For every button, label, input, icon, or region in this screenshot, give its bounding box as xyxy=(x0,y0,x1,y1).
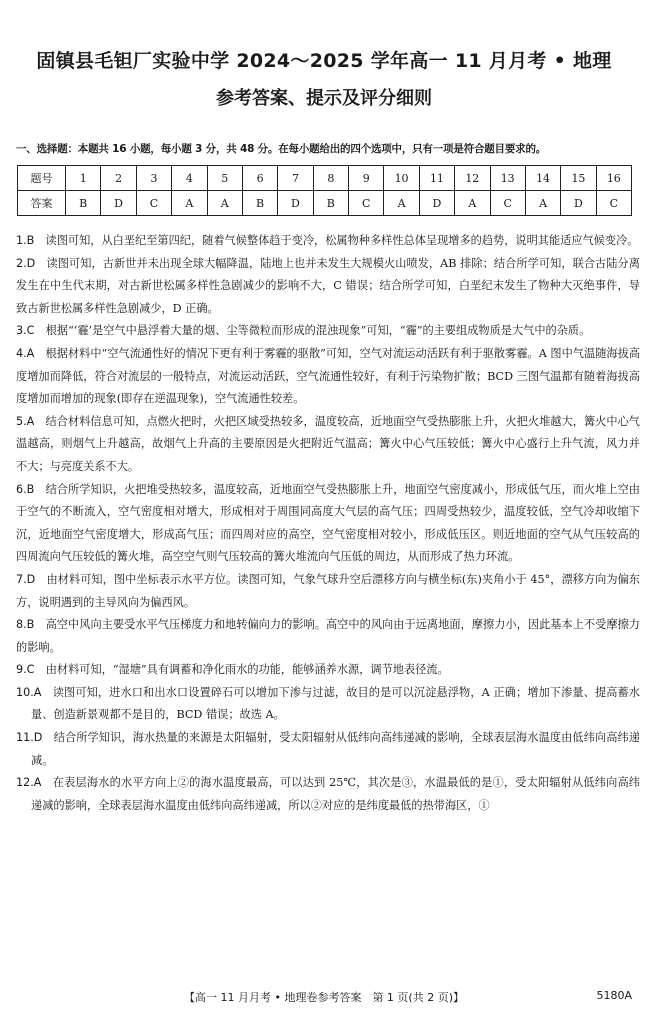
explanation-number: 6.B xyxy=(16,482,35,496)
question-number-cell: 16 xyxy=(596,166,631,191)
explanation-text: 高空中风向主要受水平气压梯度力和地转偏向力的影响。高空中的风向由于远离地面，摩擦力小，因此基本上不受摩擦力的影响。 xyxy=(16,618,640,654)
answer-cell: D xyxy=(561,191,596,216)
question-number-cell: 8 xyxy=(313,166,348,191)
explanation-item xyxy=(16,343,640,411)
explanation-number: 2.D xyxy=(16,256,36,270)
explanation-text: 读图可知，古新世并未出现全球大幅降温，陆地上也并未发生大规模火山喷发，AB 排除；结合所学可知，联合古陆分离发生在中生代末期，对古新世松属多样性急剧减少的影响不大，C 错误；结合所学可知，白垩纪末发生了物种大灭绝事件，导致古新世松属多样性急剧减少，D 正确。 xyxy=(16,256,640,315)
answer-cell: D xyxy=(419,191,454,216)
explanation-item xyxy=(16,727,640,772)
explanation-item xyxy=(16,772,640,817)
answer-cell: C xyxy=(596,191,631,216)
explanation-text: 在表层海水的水平方向上②的海水温度最高，可以达到 25℃，其次是③，水温最低的是①，受太阳辐射从低纬向高纬递减的影响，全球表层海水温度由低纬向高纬递减，所以②对应的是纬度最低的热带海区，① xyxy=(31,776,640,812)
explanation-number: 10.A xyxy=(16,685,42,699)
explanation-text: 由材料可知，图中坐标表示水平方位。读图可知，气象气球升空后漂移方向与横坐标(东)夹角小于 45°，漂移方向为偏东方，说明遇到的主导风向为偏西风。 xyxy=(16,572,640,609)
question-number-cell: 4 xyxy=(172,166,207,191)
answer-cell: D xyxy=(278,191,313,216)
explanation-list xyxy=(16,230,640,817)
answer-table-answer-row xyxy=(18,191,632,216)
answer-cell: C xyxy=(136,191,171,216)
answer-cell: C xyxy=(490,191,525,216)
answer-cell: A xyxy=(172,191,207,216)
explanation-item xyxy=(16,569,640,614)
explanation-text: 根据“‘霾’是空气中悬浮着大量的烟、尘等微粒而形成的混浊现象”可知，“霾”的主要组成物质是大气中的杂质。 xyxy=(45,324,591,338)
explanation-number: 5.A xyxy=(16,414,35,428)
question-number-cell: 13 xyxy=(490,166,525,191)
document-subtitle: 参考答案、提示及评分细则 xyxy=(216,88,432,109)
explanation-text: 读图可知，进水口和出水口设置碎石可以增加下渗与过滤，故目的是可以沉淀悬浮物，A 正确；增加下渗量、提高蓄水量、创造新景观都不是目的，BCD 错误；故选 A。 xyxy=(31,685,640,722)
answer-cell: B xyxy=(66,191,101,216)
answer-cell: A xyxy=(455,191,490,216)
question-number-cell: 7 xyxy=(278,166,313,191)
paper-code: 5180A xyxy=(596,989,632,1002)
explanation-number: 9.C xyxy=(16,663,35,677)
answer-cell: A xyxy=(525,191,560,216)
document-title: 固镇县毛钽厂实验中学 2024～2025 学年高一 11 月月考 • 地理 xyxy=(36,50,612,72)
explanation-number: 8.B xyxy=(16,618,35,632)
answer-table-number-row xyxy=(18,166,632,191)
explanation-text: 读图可知，从白垩纪至第四纪，随着气候整体趋于变冷，松属物种多样性总体呈现增多的趋势，说明其能适应气候变冷。 xyxy=(45,234,639,247)
explanation-item xyxy=(16,230,640,253)
answer-cell: D xyxy=(101,191,136,216)
explanation-text: 结合材料信息可知，点燃火把时，火把区域受热较多，温度较高，近地面空气受热膨胀上升，火把火堆越大，篝火中心气温越高，则烟气上升越高，故烟气上升高的主要原因是火把附近气温高；篝火中心气压较低；篝火中心盛行上升气流，风力并不大；与亮度关系不大。 xyxy=(16,414,640,473)
explanation-text: 根据材料中“空气流通性好的情况下更有利于雾霾的驱散”可知，空气对流运动活跃有利于驱散雾霾。A 图中气温随海拔高度增加而降低，符合对流层的一般特点，对流运动活跃，空气流通性较好，有利于污染物扩散；BCD 三图气温都有随着海拔高度增加而增加的现象(即存在逆温现象)，空气流通性较差。 xyxy=(16,346,640,406)
answer-table xyxy=(17,165,632,216)
answer-cell: B xyxy=(242,191,277,216)
question-number-cell: 6 xyxy=(242,166,277,191)
question-number-cell: 15 xyxy=(561,166,596,191)
section-heading: 一、选择题：本题共 16 小题，每小题 3 分，共 48 分。在每小题给出的四个选项中，只有一项是符合题目要求的。 xyxy=(16,143,547,155)
explanation-text: 结合所学知识，海水热量的来源是太阳辐射，受太阳辐射从低纬向高纬递减的影响，全球表层海水温度由低纬向高纬递减。 xyxy=(31,731,640,767)
question-number-cell: 10 xyxy=(384,166,419,191)
explanation-item xyxy=(16,659,640,682)
answer-cell: C xyxy=(349,191,384,216)
explanation-item xyxy=(16,614,640,659)
answer-cell: B xyxy=(313,191,348,216)
explanation-item xyxy=(16,682,640,727)
question-number-cell: 3 xyxy=(136,166,171,191)
explanation-item xyxy=(16,320,640,343)
explanation-number: 3.C xyxy=(16,324,35,338)
row-label-answer: 答案 xyxy=(18,191,66,216)
explanation-number: 4.A xyxy=(16,346,35,360)
explanation-text: 结合所学知识，火把堆受热较多，温度较高，近地面空气受热膨胀上升，地面空气密度减小，形成低气压，而火堆上空由于空气的不断流入，空气密度相对增大，形成相对于周围同高度大气层的高气压；四周受热较少，温度较低，空气冷却收缩下沉，近地面空气密度增大，形成高气压；而四周对应的高空，空气密度相对较小，形成低压区。则近地面的空气从气压较高的四周流向气压较低的篝火堆，高空空气则气压较高的篝火堆流向气压低的周边，从而形成了热力环流。 xyxy=(16,482,640,564)
question-number-cell: 14 xyxy=(525,166,560,191)
question-number-cell: 12 xyxy=(455,166,490,191)
question-number-cell: 5 xyxy=(207,166,242,191)
question-number-cell: 2 xyxy=(101,166,136,191)
question-number-cell: 9 xyxy=(349,166,384,191)
question-number-cell: 1 xyxy=(66,166,101,191)
question-number-cell: 11 xyxy=(419,166,454,191)
explanation-item xyxy=(16,253,640,321)
explanation-number: 11.D xyxy=(16,731,43,745)
answer-cell: A xyxy=(384,191,419,216)
explanation-item xyxy=(16,479,640,569)
explanation-number: 1.B xyxy=(16,234,35,247)
explanation-number: 12.A xyxy=(16,776,42,790)
explanation-item xyxy=(16,411,640,479)
answer-cell: A xyxy=(207,191,242,216)
explanation-number: 7.D xyxy=(16,572,36,586)
row-label-number: 题号 xyxy=(18,166,66,191)
page-footer: 【高一 11 月月考 • 地理卷参考答案 第 1 页(共 2 页)】 xyxy=(183,991,465,1004)
explanation-text: 由材料可知，“湿塘”具有调蓄和净化雨水的功能，能够涵养水源，调节地表径流。 xyxy=(45,663,449,677)
